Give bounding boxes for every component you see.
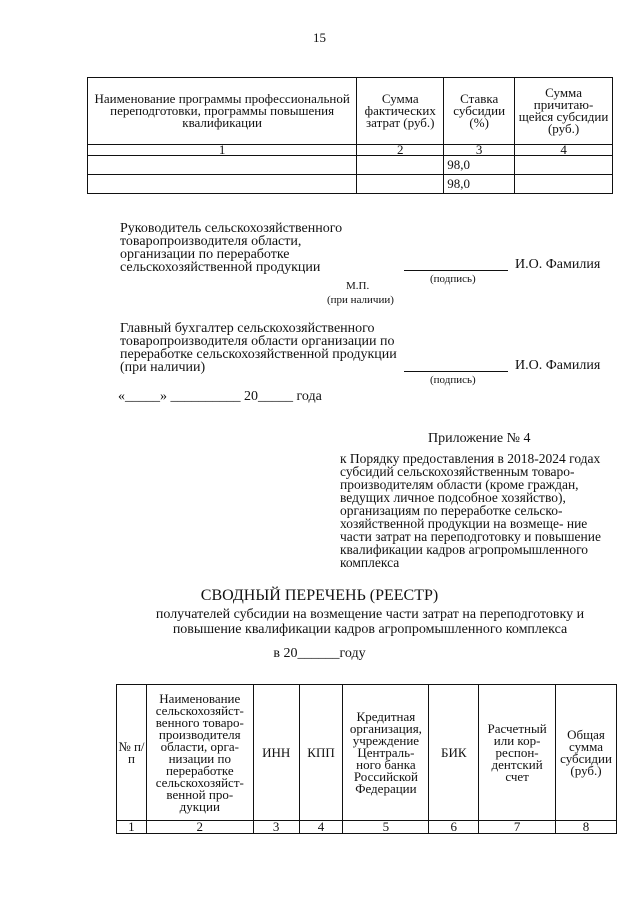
column-index: 2 bbox=[146, 821, 253, 834]
column-header: Общая сумма субсидии (руб.) bbox=[556, 685, 617, 821]
column-header: БИК bbox=[429, 685, 479, 821]
accountant-signature-caption: (подпись) bbox=[430, 374, 476, 386]
table-cell bbox=[515, 175, 613, 194]
accountant-title: Главный бухгалтер сельскохозяйственного товаропроизводителя области организации по переработке сельскохозяйственной продукции (при наличии) bbox=[120, 321, 397, 375]
column-header: Сумма причитаю- щейся субсидии (руб.) bbox=[515, 78, 613, 145]
column-index: 3 bbox=[253, 821, 299, 834]
register-subtitle: получателей субсидии на возмещение части затрат на переподготовку и повышение квалификации кадров агропромышленного комплекса bbox=[155, 607, 585, 637]
column-index: 3 bbox=[444, 145, 515, 156]
table-row bbox=[88, 156, 613, 175]
accountant-signature-line bbox=[404, 371, 508, 372]
column-header: № п/п bbox=[117, 685, 147, 821]
column-header: Кредитная организация, учреждение Централь- ного банка Российской Федерации bbox=[343, 685, 429, 821]
head-signature-line bbox=[404, 270, 508, 271]
program-costs-table bbox=[87, 77, 613, 194]
column-index: 2 bbox=[357, 145, 444, 156]
head-name: И.О. Фамилия bbox=[515, 257, 601, 272]
head-signature-caption: (подпись) bbox=[430, 273, 476, 285]
table-row bbox=[88, 175, 613, 194]
column-index-row bbox=[88, 145, 613, 156]
column-index: 4 bbox=[515, 145, 613, 156]
column-index-row bbox=[117, 821, 617, 834]
accountant-name: И.О. Фамилия bbox=[515, 358, 601, 373]
table-cell-rate: 98,0 bbox=[444, 156, 515, 175]
register-table bbox=[116, 684, 617, 834]
appendix-title: Приложение № 4 bbox=[428, 431, 531, 446]
column-header: Ставка субсидии (%) bbox=[444, 78, 515, 145]
stamp-note: (при наличии) bbox=[327, 294, 394, 306]
column-index: 7 bbox=[479, 821, 556, 834]
table-cell-rate: 98,0 bbox=[444, 175, 515, 194]
table-header-row bbox=[117, 685, 617, 821]
column-header: КПП bbox=[299, 685, 343, 821]
column-index: 6 bbox=[429, 821, 479, 834]
table-cell bbox=[88, 156, 357, 175]
column-index: 8 bbox=[556, 821, 617, 834]
page-number: 15 bbox=[313, 30, 326, 45]
table-cell bbox=[515, 156, 613, 175]
date-line: «_____» __________ 20_____ года bbox=[118, 389, 322, 404]
column-header: ИНН bbox=[253, 685, 299, 821]
column-header: Расчетный или кор- респон- дентский счет bbox=[479, 685, 556, 821]
column-index: 4 bbox=[299, 821, 343, 834]
column-header: Наименование программы профессиональной переподготовки, программы повышения квалификации bbox=[88, 78, 357, 145]
column-header: Наименование сельскохозяйст- венного товаро- производителя области, орга- низации по переработке сельскохозяйст- венной про- дукции bbox=[146, 685, 253, 821]
register-title: СВОДНЫЙ ПЕРЕЧЕНЬ (РЕЕСТР) bbox=[200, 587, 439, 604]
stamp-label: М.П. bbox=[346, 280, 370, 292]
column-index: 1 bbox=[88, 145, 357, 156]
table-header-row bbox=[88, 78, 613, 145]
table-cell bbox=[88, 175, 357, 194]
table-cell bbox=[357, 156, 444, 175]
head-title: Руководитель сельскохозяйственного товаропроизводителя области, организации по переработке сельскохозяйственной продукции bbox=[120, 221, 343, 275]
table-cell bbox=[357, 175, 444, 194]
column-index: 5 bbox=[343, 821, 429, 834]
column-index: 1 bbox=[117, 821, 147, 834]
column-header: Сумма фактических затрат (руб.) bbox=[357, 78, 444, 145]
register-year-line: в 20______году bbox=[273, 646, 366, 661]
appendix-text: к Порядку предоставления в 2018-2024 годах субсидий сельскохозяйственным товаро- производителям области (кроме граждан, ведущих личное подсобное хозяйство), организациям по переработке сельско- хозяйственной продукции на возмеще- ние части затрат на переподготовку и повышение квалификации кадров агропромышленного комплекса bbox=[340, 451, 601, 570]
